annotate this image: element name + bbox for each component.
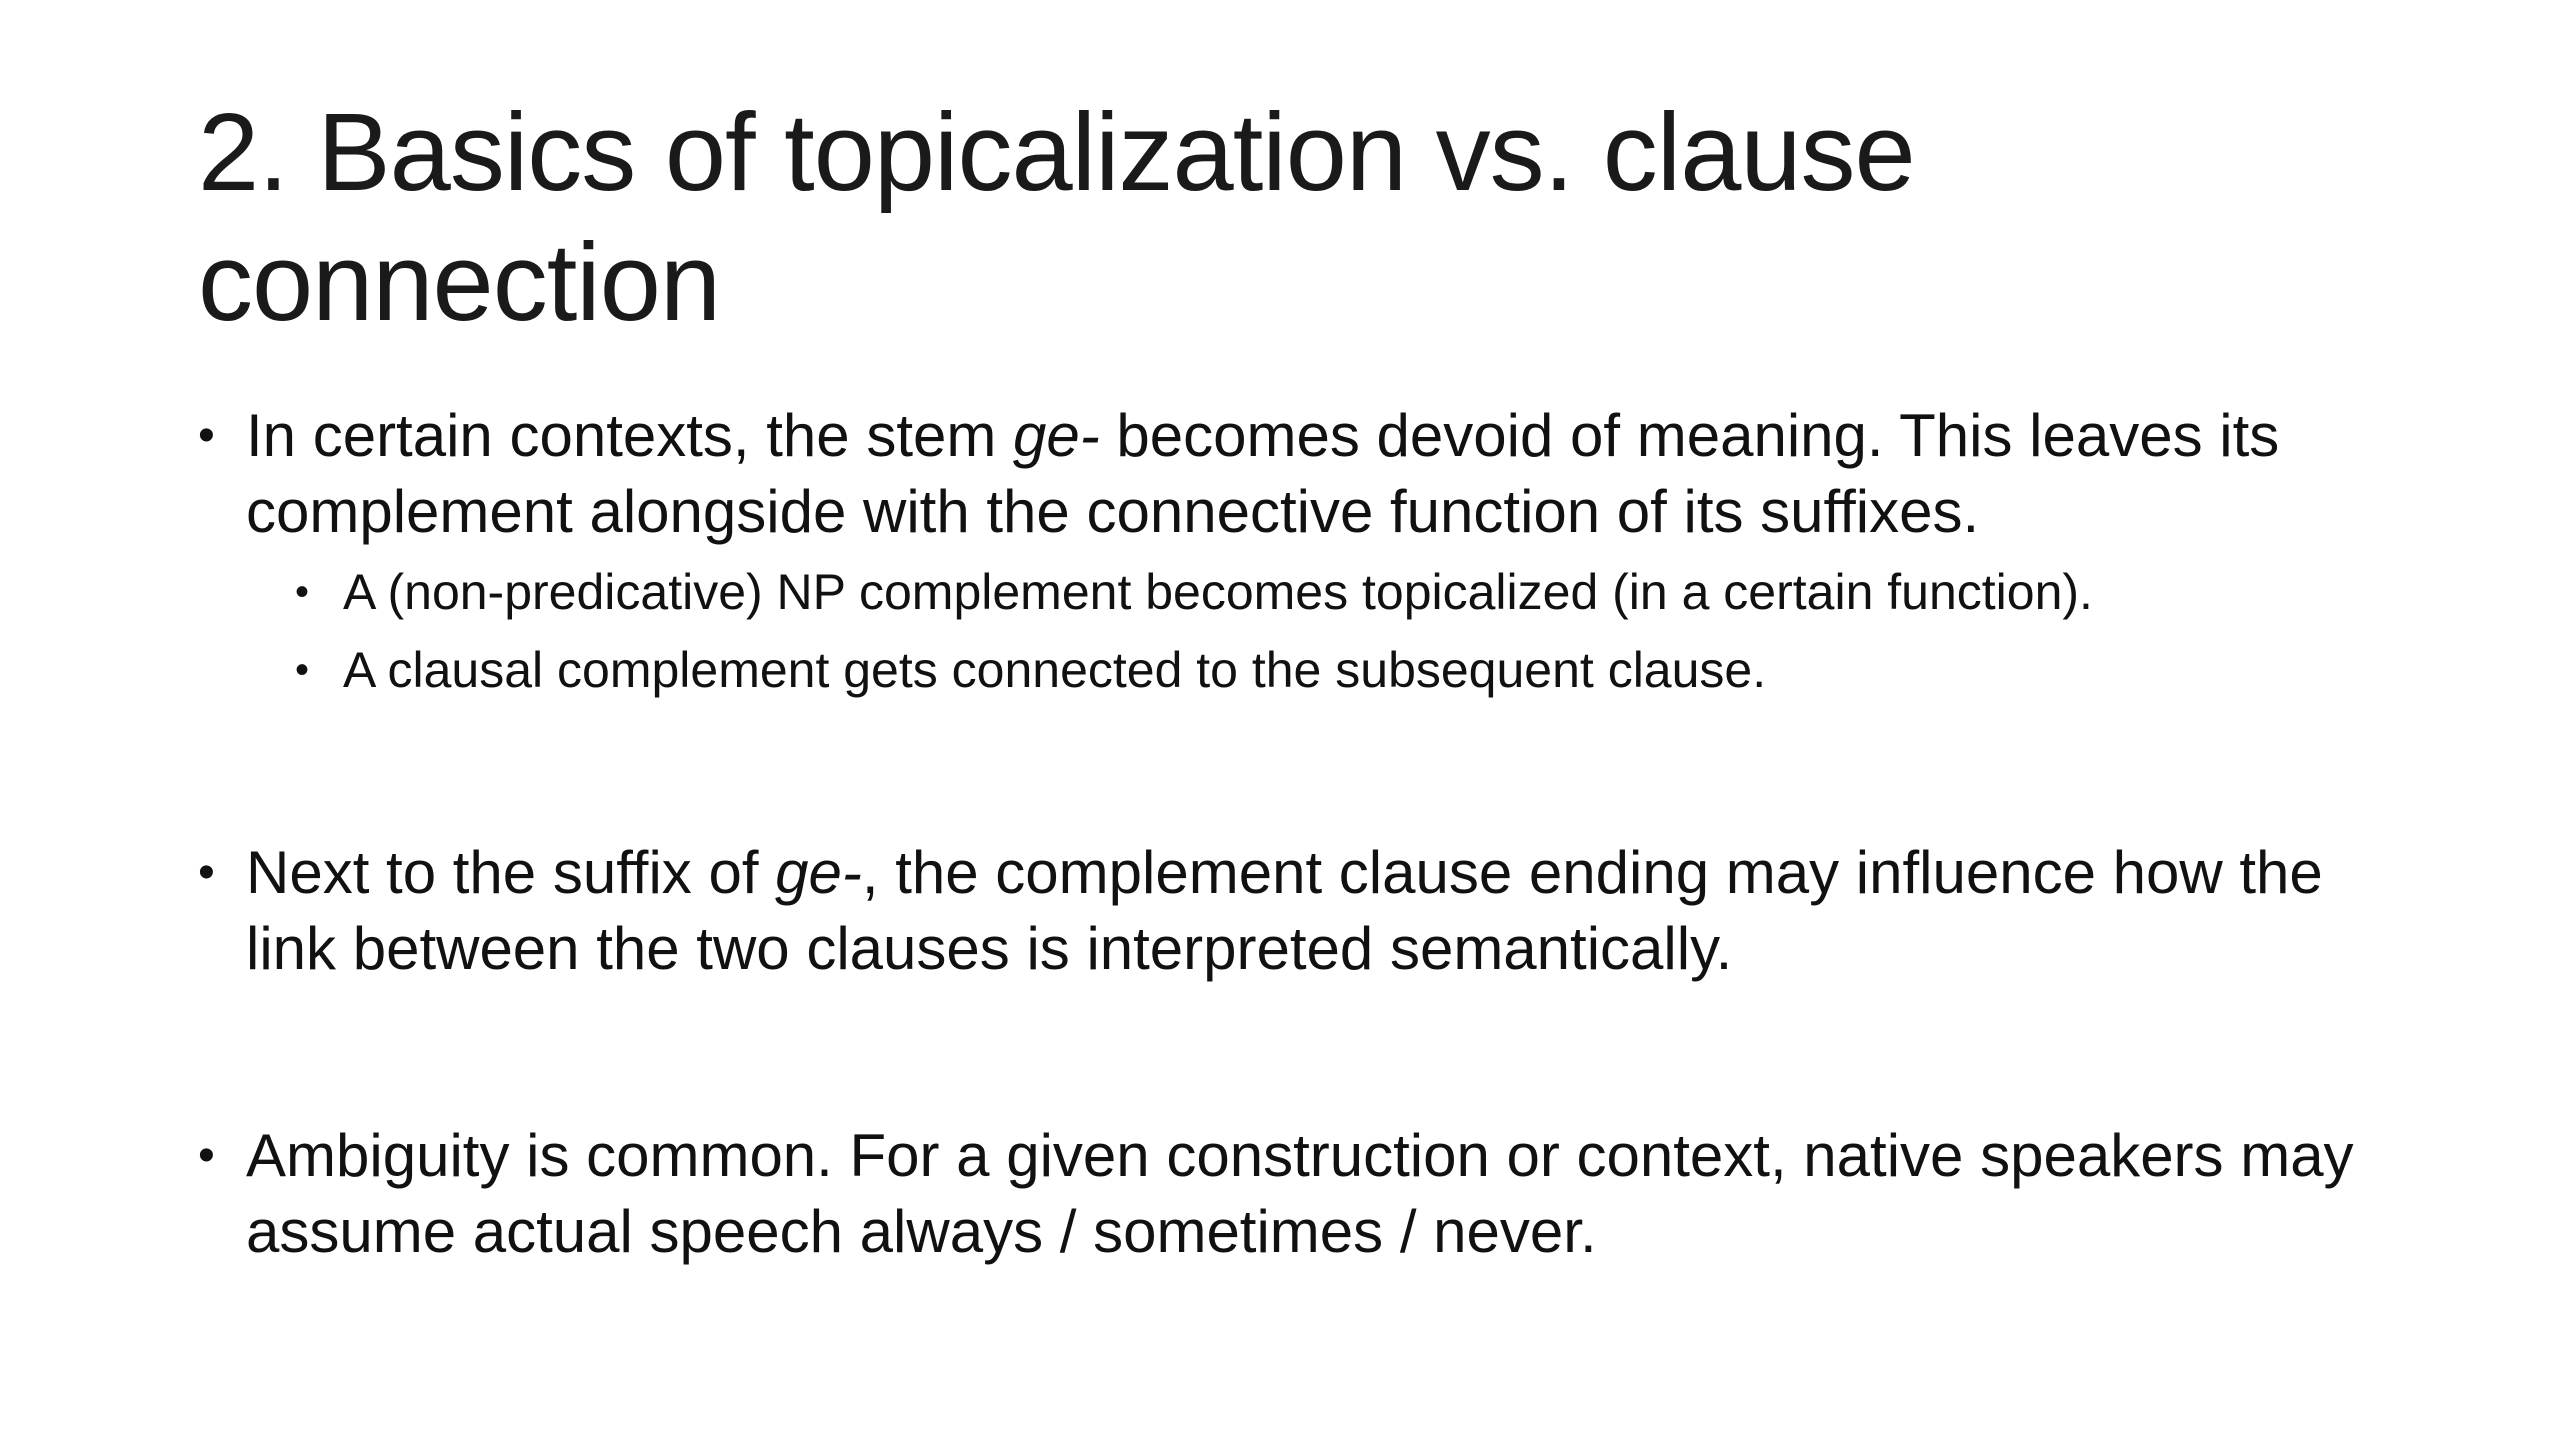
slide-title: 2. Basics of topicalization vs. clause connection [198, 91, 1915, 344]
sub-bullet-marker: • [295, 648, 310, 692]
bullet-text [198, 398, 2428, 550]
sub-bullet-text: A clausal complement gets connected to the subsequent clause. [343, 642, 1767, 698]
bullet-item-1 [198, 398, 2428, 550]
bullet-marker: • [198, 846, 215, 899]
bullet-text [198, 835, 2428, 987]
sub-bullet-item-2 [295, 631, 2395, 709]
bullet-text-segment: becomes devoid of meaning. This leaves its complement alongside with the connective function of its suffixes. [246, 402, 2280, 545]
bullet-item-3 [198, 1118, 2428, 1270]
italic-term: ge- [775, 839, 862, 906]
sub-bullet-item-1 [295, 553, 2395, 631]
bullet-text-segment: In certain contexts, the stem [246, 402, 1014, 469]
bullet-text: Ambiguity is common. For a given construction or context, native speakers may assume actual speech always / sometimes / never. [246, 1122, 2354, 1265]
bullet-marker: • [198, 1129, 215, 1182]
italic-term: ge- [1013, 402, 1100, 469]
sub-bullet-text: A (non-predicative) NP complement becomes topicalized (in a certain function). [343, 564, 2093, 620]
bullet-text-segment: , the complement clause ending may influence how the link between the two clauses is interpreted semantically. [246, 839, 2323, 982]
bullet-item-2 [198, 835, 2428, 987]
bullet-marker: • [198, 409, 215, 462]
sub-bullet-marker: • [295, 570, 310, 614]
bullet-text-segment: Next to the suffix of [246, 839, 776, 906]
